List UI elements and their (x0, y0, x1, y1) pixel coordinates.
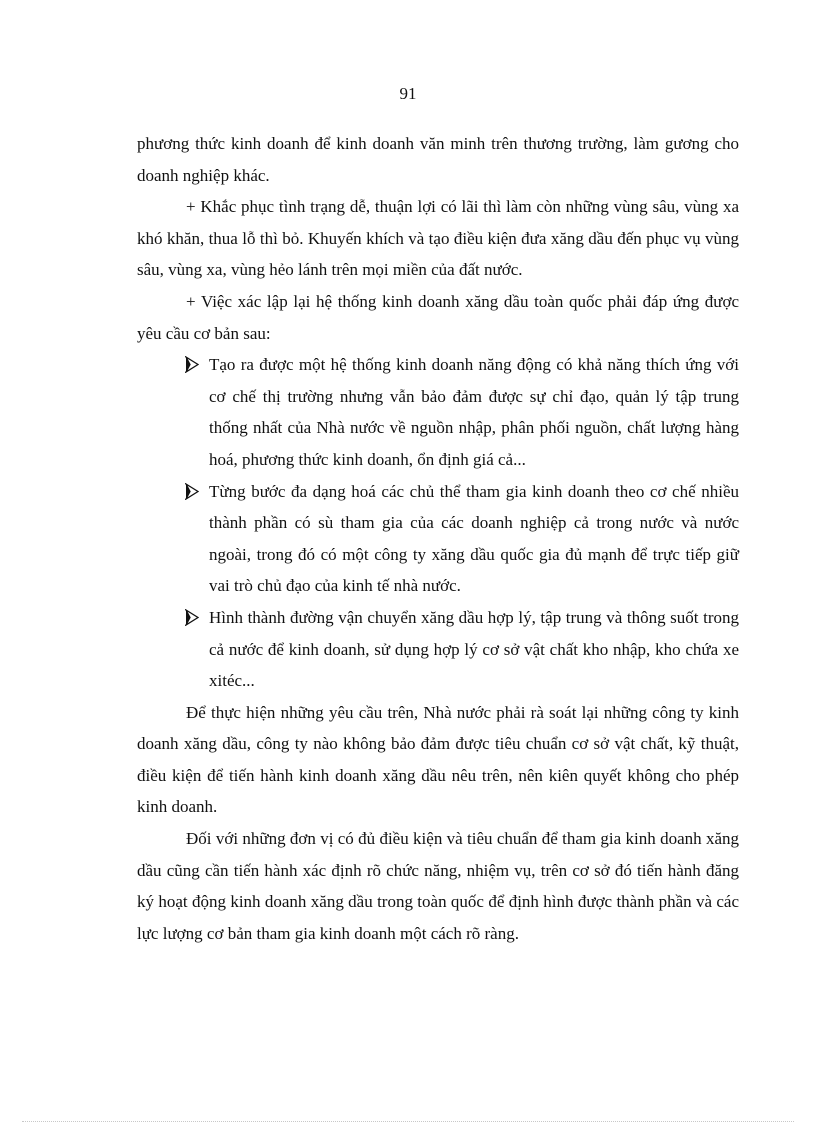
list-item-text: Từng bước đa dạng hoá các chủ thể tham gia kinh doanh theo cơ chế nhiều thành phần có sù tham gia của các doanh nghiệp cả trong nước và nước ngoài, trong đó có một công ty xăng dầu quốc gia đủ mạnh để trực tiếp giữ vai trò chủ đạo của kinh tế nhà nước. (209, 481, 739, 596)
list-item (137, 602, 739, 697)
page-bottom-divider (22, 1121, 794, 1122)
page-number: 91 (399, 84, 417, 103)
arrow-bullet-icon (185, 609, 199, 626)
arrow-bullet-icon (185, 356, 199, 373)
list-item-text: Tạo ra được một hệ thống kinh doanh năng động có khả năng thích ứng với cơ chế thị trường nhưng vẫn bảo đảm được sự chỉ đạo, quản lý tập trung thống nhất của Nhà nước về nguồn nhập, phân phối nguồn, chất lượng hàng hoá, phương thức kinh doanh, ổn định giá cả... (209, 355, 739, 469)
document-body (137, 128, 739, 949)
paragraph-2: + Khắc phục tình trạng dễ, thuận lợi có lãi thì làm còn những vùng sâu, vùng xa khó khăn, thua lỗ thì bỏ. Khuyến khích và tạo điều kiện đưa xăng dầu đến phục vụ vùng sâu, vùng xa, vùng hẻo lánh trên mọi miền của đất nước. (137, 197, 739, 280)
list-item (137, 476, 739, 602)
paragraph-4: Để thực hiện những yêu cầu trên, Nhà nước phải rà soát lại những công ty kinh doanh xăng dầu, công ty nào không bảo đảm được tiêu chuẩn cơ sở vật chất, kỹ thuật, điều kiện để tiến hành kinh doanh xăng dầu nêu trên, nên kiên quyết không cho phép kinh doanh. (137, 702, 739, 817)
list-item (137, 349, 739, 475)
requirement-list (137, 349, 739, 697)
paragraph-3: + Việc xác lập lại hệ thống kinh doanh xăng dầu toàn quốc phải đáp ứng được yêu cầu cơ bản sau: (137, 291, 739, 343)
paragraph-1: phương thức kinh doanh để kinh doanh văn minh trên thương trường, làm gương cho doanh nghiệp khác. (137, 134, 739, 185)
paragraph-5: Đối với những đơn vị có đủ điều kiện và tiêu chuẩn để tham gia kinh doanh xăng dầu cũng cần tiến hành xác định rõ chức năng, nhiệm vụ, trên cơ sở đó tiến hành đăng ký hoạt động kinh doanh xăng dầu trong toàn quốc để định hình được thành phần và các lực lượng cơ bản tham gia kinh doanh một cách rõ ràng. (137, 829, 739, 943)
list-item-text: Hình thành đường vận chuyển xăng dầu hợp lý, tập trung và thông suốt trong cả nước để kinh doanh, sử dụng hợp lý cơ sở vật chất kho nhập, kho chứa xe xitéc... (209, 607, 739, 691)
arrow-bullet-icon (185, 483, 199, 500)
